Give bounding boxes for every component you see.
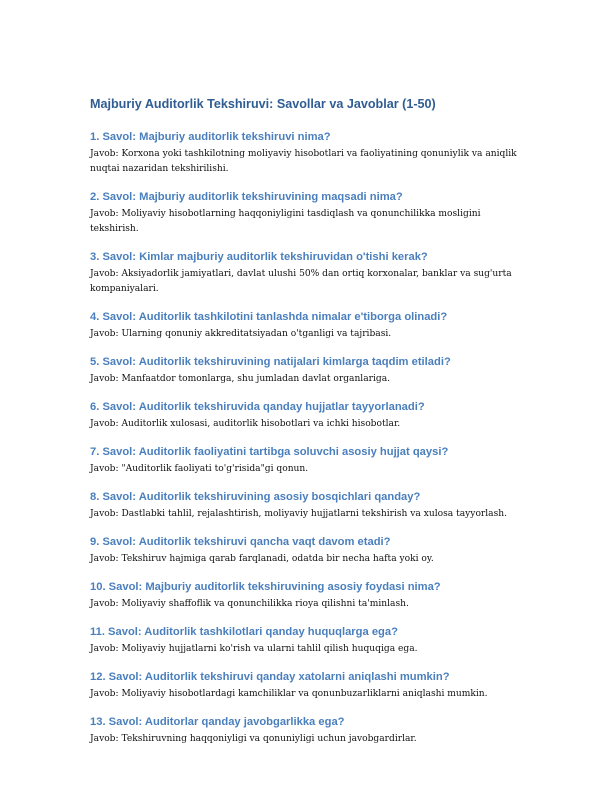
qa-item [90,670,530,702]
answer-text: Javob: Tekshiruvning haqqoniyligi va qonuniyligi uchun javobgardirlar. [90,734,417,744]
answer-text: Javob: Moliyaviy hisobotlarning haqqoniyligini tasdiqlash va qonunchilikka mosligini tekshirish. [90,209,481,234]
qa-item [90,445,530,477]
question-heading: 5. Savol: Auditorlik tekshiruvining natijalari kimlarga taqdim etiladi? [90,356,451,368]
qa-item [90,310,530,342]
qa-item [90,400,530,432]
qa-item [90,625,530,657]
answer-text: Javob: Moliyaviy hisobotlardagi kamchiliklar va qonunbuzarliklarni aniqlashi mumkin. [90,689,488,699]
question-heading: 4. Savol: Auditorlik tashkilotini tanlashda nimalar e'tiborga olinadi? [90,311,448,323]
answer-text: Javob: Moliyaviy hujjatlarni ko'rish va ularni tahlil qilish huquqiga ega. [90,644,418,654]
question-heading: 10. Savol: Majburiy auditorlik tekshiruvining asosiy foydasi nima? [90,581,441,593]
answer-text: Javob: "Auditorlik faoliyati to'g'risida"gi qonun. [90,464,309,474]
question-heading: 1. Savol: Majburiy auditorlik tekshiruvi nima? [90,131,331,143]
qa-item [90,250,530,297]
answer-text: Javob: Manfaatdor tomonlarga, shu jumladan davlat organlariga. [90,374,391,384]
qa-item [90,580,530,612]
qa-item [90,355,530,387]
qa-item [90,715,530,747]
question-heading: 2. Savol: Majburiy auditorlik tekshiruvining maqsadi nima? [90,191,403,203]
answer-text: Javob: Aksiyadorlik jamiyatlari, davlat ulushi 50% dan ortiq korxonalar, banklar va sug'urta kompaniyalari. [90,269,512,294]
answer-text: Javob: Dastlabki tahlil, rejalashtirish, moliyaviy hujjatlarni tekshirish va xulosa tayyorlash. [90,509,508,519]
question-heading: 12. Savol: Auditorlik tekshiruvi qanday xatolarni aniqlashi mumkin? [90,671,450,683]
answer-text: Javob: Tekshiruv hajmiga qarab farqlanadi, odatda bir necha hafta yoki oy. [90,554,434,564]
qa-item [90,190,530,237]
answer-text: Javob: Korxona yoki tashkilotning moliyaviy hisobotlari va faoliyatining qonuniylik va aniqlik nuqtai nazaridan tekshirilishi. [90,149,517,174]
answer-text: Javob: Ularning qonuniy akkreditatsiyadan o'tganligi va tajribasi. [90,329,392,339]
question-heading: 13. Savol: Auditorlar qanday javobgarlikka ega? [90,716,345,728]
question-heading: 9. Savol: Auditorlik tekshiruvi qancha vaqt davom etadi? [90,536,391,548]
question-heading: 11. Savol: Auditorlik tashkilotlari qanday huquqlarga ega? [90,626,398,638]
question-heading: 7. Savol: Auditorlik faoliyatini tartibga soluvchi asosiy hujjat qaysi? [90,446,449,458]
qa-item [90,130,530,177]
question-heading: 3. Savol: Kimlar majburiy auditorlik tekshiruvidan o'tishi kerak? [90,251,428,263]
question-heading: 8. Savol: Auditorlik tekshiruvining asosiy bosqichlari qanday? [90,491,421,503]
answer-text: Javob: Auditorlik xulosasi, auditorlik hisobotlari va ichki hisobotlar. [90,419,401,429]
document-content [90,96,530,760]
qa-item [90,535,530,567]
qa-item [90,490,530,522]
answer-text: Javob: Moliyaviy shaffoflik va qonunchilikka rioya qilishni ta'minlash. [90,599,409,609]
question-heading: 6. Savol: Auditorlik tekshiruvida qanday hujjatlar tayyorlanadi? [90,401,425,413]
document-title: Majburiy Auditorlik Tekshiruvi: Savollar va Javoblar (1-50) [90,97,436,111]
